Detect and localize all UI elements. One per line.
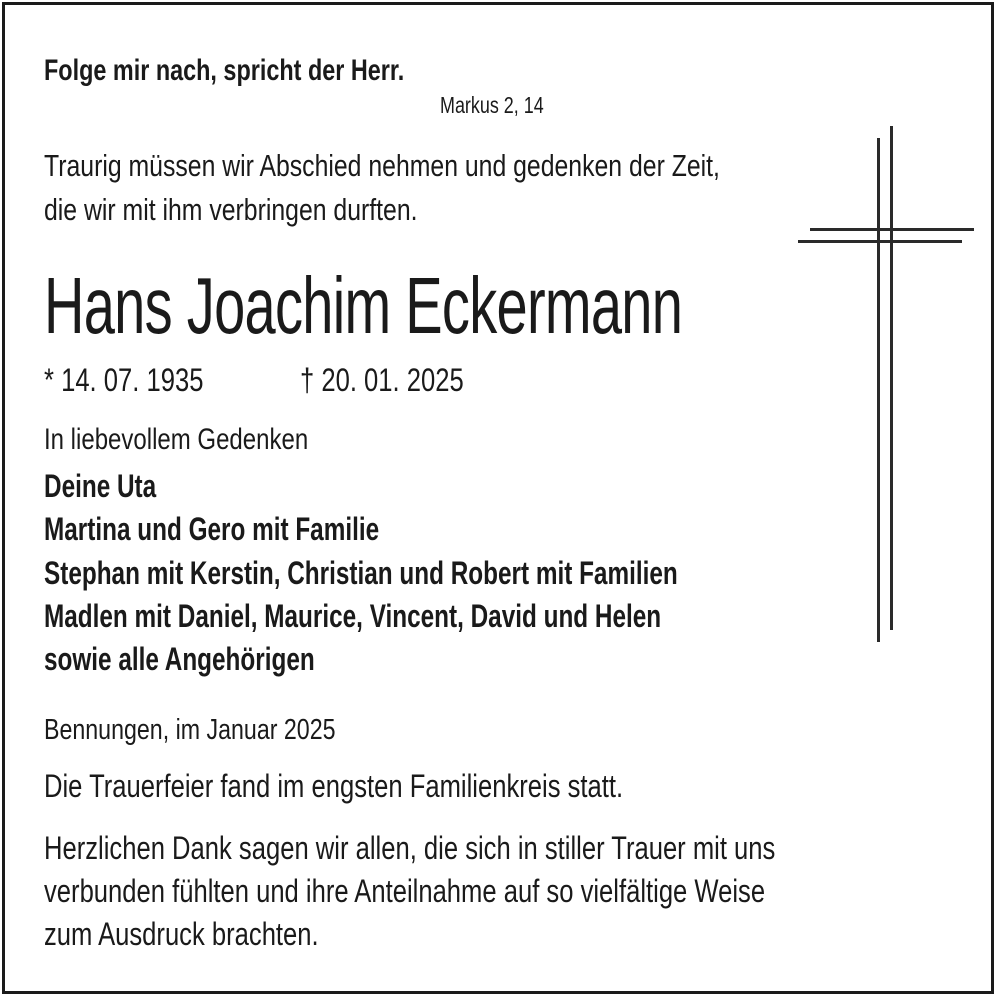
intro-line: die wir mit ihm verbringen durften. — [44, 192, 418, 227]
mourner-line: sowie alle Angehörigen — [44, 641, 315, 677]
intro-line: Traurig müssen wir Abschied nehmen und gedenken der Zeit, — [44, 148, 720, 183]
death-date: † 20. 01. 2025 — [300, 362, 464, 398]
thanks-line: zum Ausdruck brachten. — [44, 916, 319, 952]
place-date: Bennungen, im Januar 2025 — [44, 714, 336, 746]
thanks-line: Herzlichen Dank sagen wir allen, die sich in stiller Trauer mit uns — [44, 830, 776, 866]
thanks-line: verbunden fühlten und ihre Anteilnahme auf so vielfältige Weise — [44, 873, 766, 909]
motto: Folge mir nach, spricht der Herr. — [44, 54, 405, 87]
mourner-line: Madlen mit Daniel, Maurice, Vincent, David und Helen — [44, 598, 662, 634]
deceased-name: Hans Joachim Eckermann — [44, 261, 683, 350]
mourner-line: Stephan mit Kerstin, Christian und Robert mit Familien — [44, 555, 678, 591]
mourner-line: Martina und Gero mit Familie — [44, 511, 380, 547]
birth-date: * 14. 07. 1935 — [44, 362, 204, 398]
mourner-line: Deine Uta — [44, 468, 157, 504]
bible-reference: Markus 2, 14 — [440, 92, 544, 118]
funeral-note: Die Trauerfeier fand im engsten Familienkreis statt. — [44, 768, 624, 804]
memory-line: In liebevollem Gedenken — [44, 423, 309, 456]
